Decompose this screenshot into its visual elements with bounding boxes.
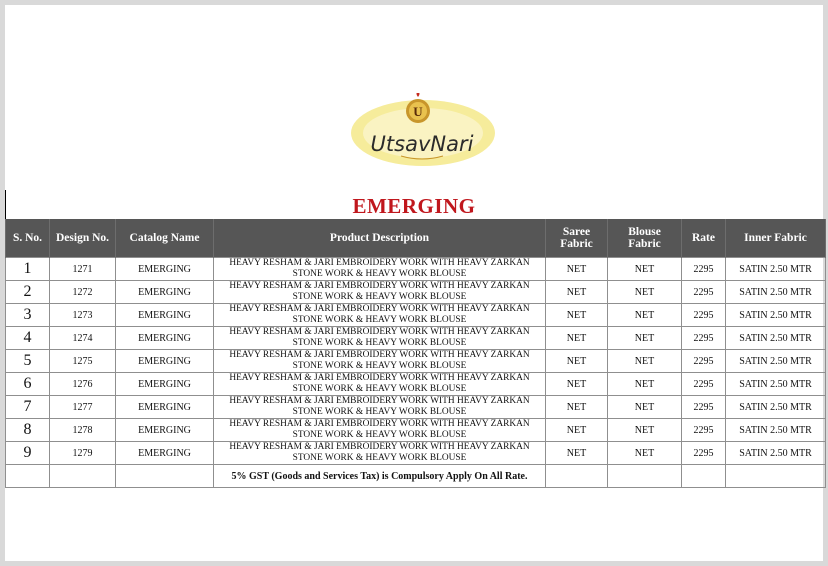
row-product-description (214, 442, 546, 465)
description-line: HEAVY RESHAM & JARI EMBROIDERY WORK WITH HEAVY ZARKAN (229, 442, 530, 452)
row-catalog-name: EMERGING (116, 258, 214, 281)
row-saree-fabric: NET (546, 396, 608, 419)
row-rate: 2295 (682, 442, 726, 465)
description-line: HEAVY RESHAM & JARI EMBROIDERY WORK WITH HEAVY ZARKAN (229, 373, 530, 383)
row-blouse-fabric: NET (608, 442, 682, 465)
row-product-description (214, 304, 546, 327)
row-rate: 2295 (682, 373, 726, 396)
row-rate: 2295 (682, 396, 726, 419)
row-inner-fabric: SATIN 2.50 MTR (726, 396, 826, 419)
description-line: STONE WORK & HEAVY WORK BLOUSE (292, 384, 467, 394)
row-sno: 8 (6, 419, 50, 442)
row-design-no: 1277 (50, 396, 116, 419)
row-inner-fabric: SATIN 2.50 MTR (726, 258, 826, 281)
note-empty-cell (682, 465, 726, 488)
note-empty-cell (116, 465, 214, 488)
row-saree-fabric: NET (546, 258, 608, 281)
row-sno: 9 (6, 442, 50, 465)
row-catalog-name: EMERGING (116, 373, 214, 396)
row-rate: 2295 (682, 304, 726, 327)
description-line: HEAVY RESHAM & JARI EMBROIDERY WORK WITH HEAVY ZARKAN (229, 281, 530, 291)
row-sno: 2 (6, 281, 50, 304)
row-inner-fabric: SATIN 2.50 MTR (726, 419, 826, 442)
row-blouse-fabric: NET (608, 327, 682, 350)
row-sno: 6 (6, 373, 50, 396)
row-rate: 2295 (682, 350, 726, 373)
svg-text:U: U (413, 104, 423, 119)
row-catalog-name: EMERGING (116, 396, 214, 419)
table-row (6, 442, 826, 465)
table-row (6, 373, 826, 396)
row-catalog-name: EMERGING (116, 442, 214, 465)
description-line: STONE WORK & HEAVY WORK BLOUSE (292, 315, 467, 325)
row-blouse-fabric: NET (608, 373, 682, 396)
row-product-description (214, 258, 546, 281)
description-line: HEAVY RESHAM & JARI EMBROIDERY WORK WITH HEAVY ZARKAN (229, 327, 530, 337)
row-blouse-fabric: NET (608, 350, 682, 373)
row-blouse-fabric: NET (608, 258, 682, 281)
note-empty-cell (608, 465, 682, 488)
row-design-no: 1275 (50, 350, 116, 373)
row-catalog-name: EMERGING (116, 327, 214, 350)
row-product-description (214, 327, 546, 350)
row-blouse-fabric: NET (608, 419, 682, 442)
table-row (6, 281, 826, 304)
description-line: STONE WORK & HEAVY WORK BLOUSE (292, 453, 467, 463)
table-row (6, 396, 826, 419)
row-design-no: 1273 (50, 304, 116, 327)
header-inner-fabric: Inner Fabric (726, 219, 826, 258)
row-inner-fabric: SATIN 2.50 MTR (726, 350, 826, 373)
row-saree-fabric: NET (546, 327, 608, 350)
table-row (6, 304, 826, 327)
row-saree-fabric: NET (546, 281, 608, 304)
row-inner-fabric: SATIN 2.50 MTR (726, 373, 826, 396)
row-sno: 7 (6, 396, 50, 419)
row-catalog-name: EMERGING (116, 304, 214, 327)
row-saree-fabric: NET (546, 304, 608, 327)
row-catalog-name: EMERGING (116, 419, 214, 442)
table-row (6, 258, 826, 281)
description-line: STONE WORK & HEAVY WORK BLOUSE (292, 269, 467, 279)
description-line: STONE WORK & HEAVY WORK BLOUSE (292, 361, 467, 371)
row-inner-fabric: SATIN 2.50 MTR (726, 304, 826, 327)
header-rate: Rate (682, 219, 726, 258)
row-rate: 2295 (682, 327, 726, 350)
row-rate: 2295 (682, 281, 726, 304)
row-catalog-name: EMERGING (116, 281, 214, 304)
description-line: HEAVY RESHAM & JARI EMBROIDERY WORK WITH HEAVY ZARKAN (229, 396, 530, 406)
header-product-description: Product Description (214, 219, 546, 258)
row-saree-fabric: NET (546, 373, 608, 396)
row-inner-fabric: SATIN 2.50 MTR (726, 281, 826, 304)
row-product-description (214, 396, 546, 419)
row-inner-fabric: SATIN 2.50 MTR (726, 442, 826, 465)
description-line: HEAVY RESHAM & JARI EMBROIDERY WORK WITH HEAVY ZARKAN (229, 304, 530, 314)
row-sno: 4 (6, 327, 50, 350)
description-line: HEAVY RESHAM & JARI EMBROIDERY WORK WITH HEAVY ZARKAN (229, 419, 530, 429)
description-line: STONE WORK & HEAVY WORK BLOUSE (292, 407, 467, 417)
document-page (5, 5, 823, 561)
note-empty-cell (50, 465, 116, 488)
header-saree-fabric: Saree Fabric (546, 219, 608, 258)
row-product-description (214, 281, 546, 304)
description-line: STONE WORK & HEAVY WORK BLOUSE (292, 292, 467, 302)
table-row (6, 327, 826, 350)
gst-note-row (6, 465, 826, 488)
row-product-description (214, 350, 546, 373)
table-row (6, 350, 826, 373)
svg-text:UtsavNari: UtsavNari (370, 132, 474, 156)
header-sno: S. No. (6, 219, 50, 258)
table-row (6, 419, 826, 442)
note-empty-cell (546, 465, 608, 488)
row-inner-fabric: SATIN 2.50 MTR (726, 327, 826, 350)
gst-note: 5% GST (Goods and Services Tax) is Compulsory Apply On All Rate. (214, 465, 546, 488)
row-blouse-fabric: NET (608, 281, 682, 304)
row-catalog-name: EMERGING (116, 350, 214, 373)
row-sno: 1 (6, 258, 50, 281)
header-blouse-fabric: Blouse Fabric (608, 219, 682, 258)
description-line: STONE WORK & HEAVY WORK BLOUSE (292, 430, 467, 440)
note-empty-cell (6, 465, 50, 488)
row-design-no: 1271 (50, 258, 116, 281)
note-empty-cell (726, 465, 826, 488)
row-design-no: 1274 (50, 327, 116, 350)
row-design-no: 1276 (50, 373, 116, 396)
header-design-no: Design No. (50, 219, 116, 258)
row-blouse-fabric: NET (608, 304, 682, 327)
catalog-table (5, 219, 826, 488)
header-catalog-name: Catalog Name (116, 219, 214, 258)
description-line: HEAVY RESHAM & JARI EMBROIDERY WORK WITH HEAVY ZARKAN (229, 258, 530, 268)
row-design-no: 1279 (50, 442, 116, 465)
row-saree-fabric: NET (546, 350, 608, 373)
row-product-description (214, 419, 546, 442)
row-sno: 5 (6, 350, 50, 373)
row-rate: 2295 (682, 419, 726, 442)
row-design-no: 1272 (50, 281, 116, 304)
row-rate: 2295 (682, 258, 726, 281)
description-line: STONE WORK & HEAVY WORK BLOUSE (292, 338, 467, 348)
description-line: HEAVY RESHAM & JARI EMBROIDERY WORK WITH HEAVY ZARKAN (229, 350, 530, 360)
row-design-no: 1278 (50, 419, 116, 442)
row-saree-fabric: NET (546, 442, 608, 465)
row-product-description (214, 373, 546, 396)
row-saree-fabric: NET (546, 419, 608, 442)
table-header-row (6, 219, 826, 258)
catalog-title: EMERGING (352, 194, 476, 218)
row-sno: 3 (6, 304, 50, 327)
row-blouse-fabric: NET (608, 396, 682, 419)
utsavnari-logo (343, 93, 497, 175)
